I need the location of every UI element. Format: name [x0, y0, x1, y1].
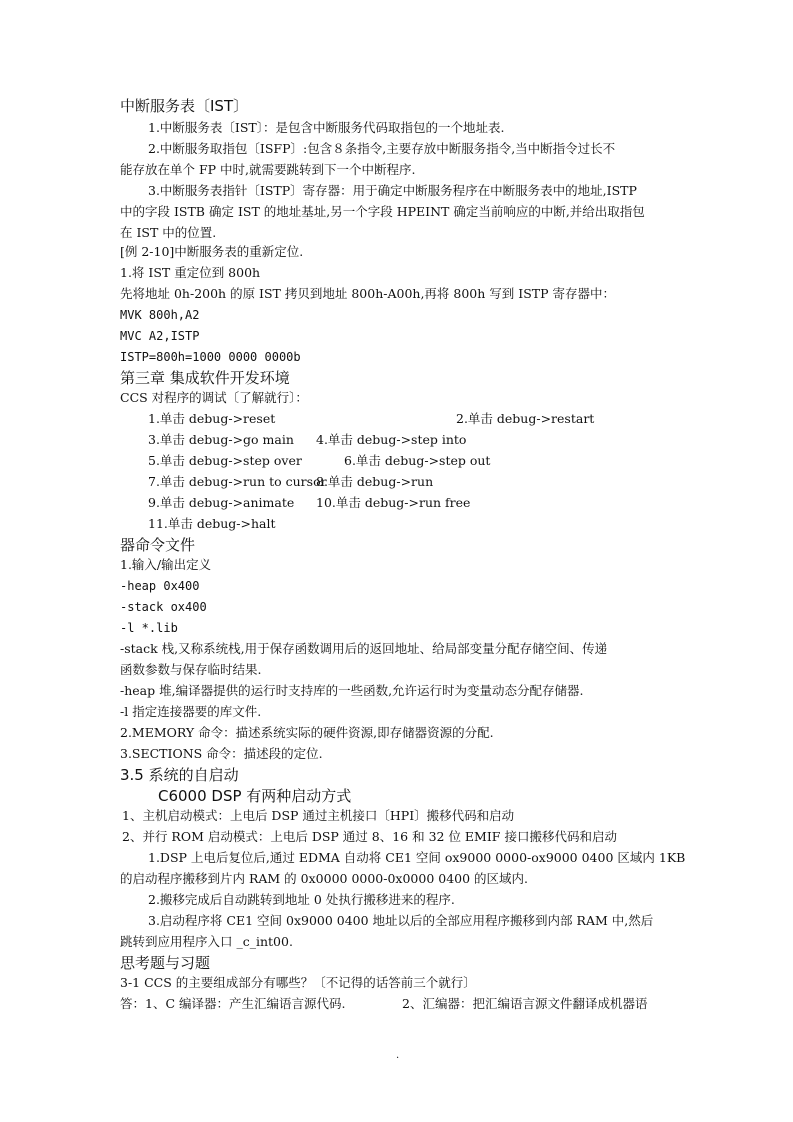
text-line: 器命令文件 [120, 536, 196, 554]
text-line: 在 IST 中的位置. [120, 225, 217, 240]
text-line: 2、汇编器：把汇编语言源文件翻译成机器语 [402, 996, 648, 1011]
text-line: 1.单击 debug->reset [148, 411, 276, 426]
text-line: C6000 DSP 有两种启动方式 [158, 787, 352, 805]
text-line: 3.中断服务表指针〔ISTP〕寄存器：用于确定中断服务程序在中断服务表中的地址,ISTP [148, 183, 637, 198]
text-line: -heap 堆,编译器提供的运行时支持库的一些函数,允许运行时为变量动态分配存储器. [120, 683, 584, 698]
text-line: 7.单击 debug->run to cursor [148, 474, 327, 489]
text-line: 中的字段 ISTB 确定 IST 的地址基址,另一个字段 HPEINT 确定当前响应的中断,并给出取指包 [120, 204, 645, 219]
text-line: 的启动程序搬移到片内 RAM 的 0x0000 0000-0x0000 0400 的区域内. [120, 871, 529, 886]
text-line: 3.单击 debug->go main [148, 432, 294, 447]
text-line: 3-1 CCS 的主要组成部分有哪些？〔不记得的话答前三个就行〕 [120, 975, 476, 990]
text-line: MVK 800h,A2 [120, 308, 200, 322]
text-line: 2.MEMORY 命令：描述系统实际的硬件资源,即存储器资源的分配. [120, 725, 494, 740]
text-line: 3.SECTIONS 命令：描述段的定位. [120, 746, 323, 761]
text-line: -stack 栈,又称系统栈,用于保存函数调用后的返回地址、给局部变量分配存储空间、传递 [120, 641, 608, 656]
text-line: CCS 对程序的调试〔了解就行〕： [120, 390, 308, 405]
text-line: 1.DSP 上电后复位后,通过 EDMA 自动将 CE1 空间 ox9000 0000-ox9000 0400 区域内 1KB [148, 850, 686, 865]
text-line: 1.输入/输出定义 [120, 557, 212, 572]
text-line: ISTP=800h=1000 0000 0000b [120, 350, 301, 364]
text-line: 中断服务表〔IST〕 [120, 97, 249, 115]
text-line: 2.单击 debug->restart [456, 411, 595, 426]
text-line: 答：1、C 编译器：产生汇编语言源代码. [120, 996, 346, 1011]
text-line: 1.中断服务表〔IST〕：是包含中断服务代码取指包的一个地址表. [148, 120, 505, 135]
text-line: [例 2-10]中断服务表的重新定位. [120, 244, 304, 259]
text-line: 3.启动程序将 CE1 空间 0x9000 0400 地址以后的全部应用程序搬移到内部 RAM 中,然后 [148, 913, 654, 928]
text-line: 能存放在单个 FP 中时,就需要跳转到下一个中断程序. [120, 162, 416, 177]
text-line: MVC A2,ISTP [120, 329, 200, 343]
text-line: 8.单击 debug->run [316, 474, 434, 489]
text-line: -l *.lib [120, 621, 178, 635]
text-line: 思考题与习题 [120, 954, 211, 972]
text-line: 1.将 IST 重定位到 800h [120, 265, 261, 280]
text-line: 2.搬移完成后自动跳转到地址 0 处执行搬移进来的程序. [148, 892, 455, 907]
text-line: 2.中断服务取指包〔ISFP〕:包含８条指令,主要存放中断服务指令,当中断指令过长不 [148, 141, 616, 156]
text-line: 3.5 系统的自启动 [120, 766, 239, 784]
text-line: 6.单击 debug->step out [344, 453, 491, 468]
page-footer-dot: . [396, 1050, 400, 1061]
text-line: 5.单击 debug->step over [148, 453, 302, 468]
text-line: 11.单击 debug->halt [148, 516, 276, 531]
text-line: 10.单击 debug->run free [316, 495, 471, 510]
text-line: 2、并行 ROM 启动模式：上电后 DSP 通过 8、16 和 32 位 EMIF 接口搬移代码和启动 [122, 829, 617, 844]
text-line: 9.单击 debug->animate [148, 495, 295, 510]
text-line: 跳转到应用程序入口 _c_int00. [120, 934, 293, 949]
text-line: 第三章 集成软件开发环境 [120, 369, 290, 387]
text-line: 1、主机启动模式：上电后 DSP 通过主机接口〔HPI〕搬移代码和启动 [122, 808, 515, 823]
text-line: -stack ox400 [120, 600, 207, 614]
text-line: 函数参数与保存临时结果. [120, 662, 262, 677]
text-line: 4.单击 debug->step into [316, 432, 467, 447]
text-line: 先将地址 0h-200h 的原 IST 拷贝到地址 800h-A00h,再将 800h 写到 ISTP 寄存器中： [120, 286, 615, 301]
text-line: -heap 0x400 [120, 579, 200, 593]
text-line: -l 指定连接器要的库文件. [120, 704, 262, 719]
